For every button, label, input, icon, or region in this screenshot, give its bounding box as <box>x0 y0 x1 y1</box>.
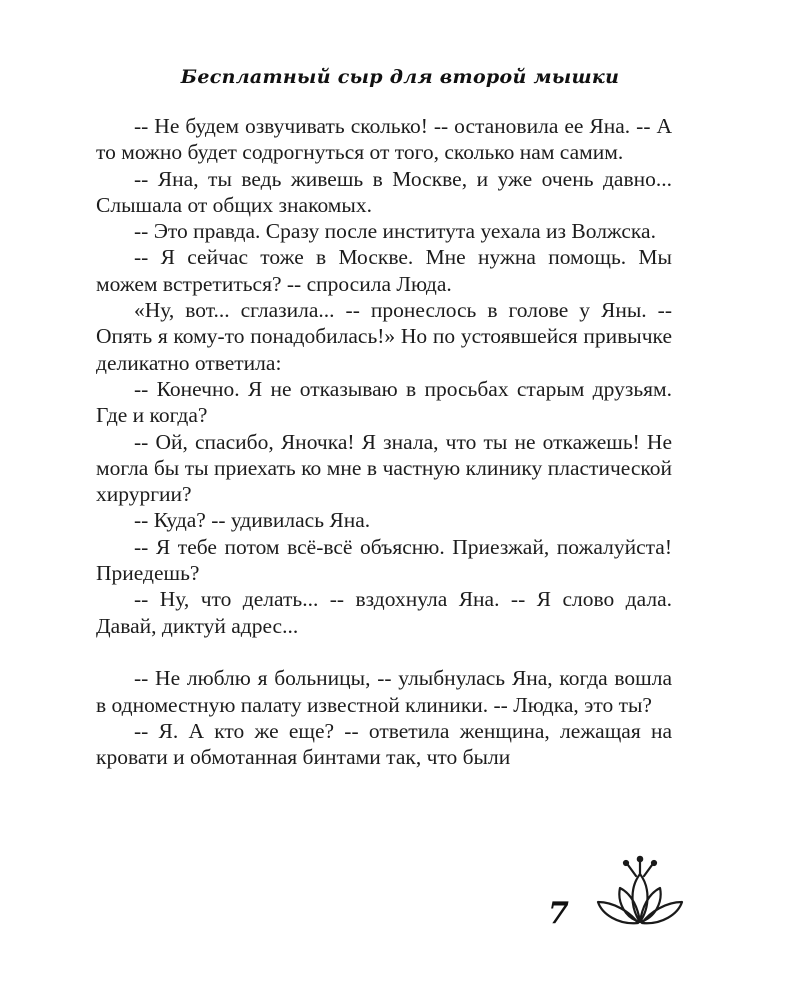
paragraph: -- Не люблю я больницы, -- улыбнулась Яна, когда вошла в одноместную палату известной клиники. -- Людка, это ты? <box>96 666 672 717</box>
paragraph: «Ну, вот... сглазила... -- пронеслось в голове у Яны. -- Опять я кому-то понадобилась!» Но по устоявшейся привычке деликатно ответила: <box>96 298 672 375</box>
page-number: 7 <box>548 896 569 931</box>
paragraph: -- Я. А кто же еще? -- ответила женщина, лежащая на кровати и обмотанная бинтами так, что были <box>96 718 672 770</box>
paragraph: -- Куда? -- удивилась Яна. <box>134 508 371 533</box>
text-body <box>96 113 672 770</box>
running-header: Бесплатный сыр для второй мышки <box>180 66 620 88</box>
paragraph: -- Я сейчас тоже в Москве. Мне нужна помощь. Мы можем встретиться? -- спросила Люда. <box>96 245 672 296</box>
paragraph: -- Конечно. Я не отказываю в просьбах старым друзьям. Где и когда? <box>96 376 672 428</box>
paragraph: -- Я тебе потом всё-всё объясню. Приезжай, пожалуйста! Приедешь? <box>96 534 672 586</box>
lotus-flower-icon <box>590 852 690 932</box>
paragraph: -- Ой, спасибо, Яночка! Я знала, что ты не откажешь! Не могла бы ты приехать ко мне в частную клинику пластической хирургии? <box>96 429 672 507</box>
paragraph: -- Яна, ты ведь живешь в Москве, и уже очень давно... Слышала от общих знакомых. <box>96 166 672 217</box>
paragraph: -- Не будем озвучивать сколько! -- остановила ее Яна. -- А то можно будет содрогнуться от того, сколько нам самим. <box>96 114 672 165</box>
paragraph: -- Ну, что делать... -- вздохнула Яна. -- Я слово дала. Давай, диктуй адрес... <box>96 587 672 638</box>
paragraph: -- Это правда. Сразу после института уехала из Волжска. <box>134 219 656 244</box>
